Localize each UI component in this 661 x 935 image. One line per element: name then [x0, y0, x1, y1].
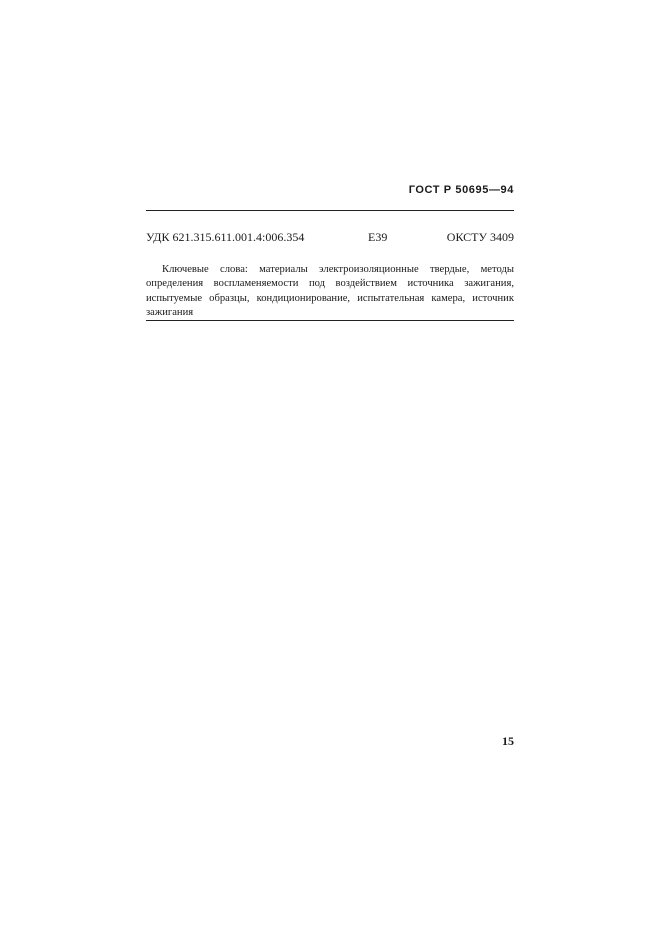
- bottom-divider: [146, 320, 514, 321]
- classification-line: [146, 230, 514, 246]
- top-divider: [146, 210, 514, 211]
- group-code: Е39: [368, 230, 388, 244]
- udk-code: УДК 621.315.611.001.4:006.354: [146, 230, 305, 244]
- okstu-code: ОКСТУ 3409: [446, 230, 514, 244]
- standard-code: ГОСТ Р 50695—94: [408, 184, 514, 196]
- page-number: 15: [502, 734, 514, 748]
- keywords-paragraph: Ключевые слова: материалы электроизоляционные твердые, методы определения воспламеняемости под воздействием источника зажигания, испытуемые образцы, кондиционирование, испытательная камера, источник зажигания: [146, 263, 514, 319]
